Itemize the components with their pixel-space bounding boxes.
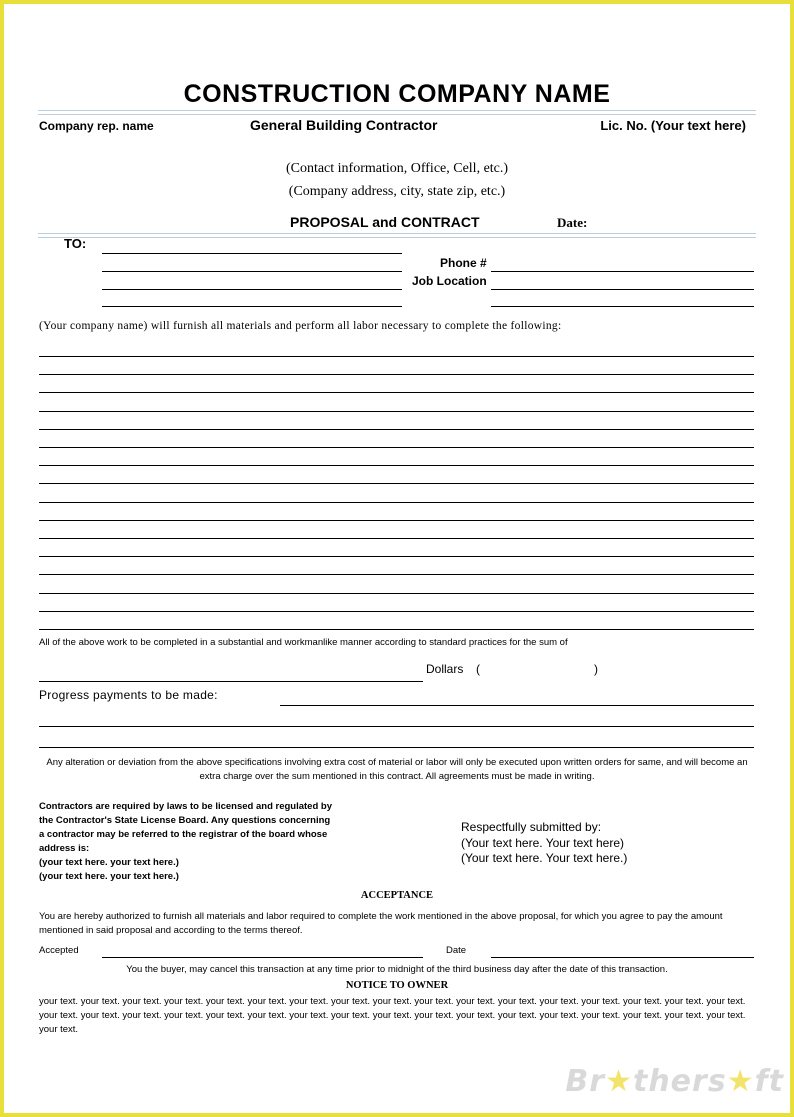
work-description-line[interactable]	[39, 483, 754, 484]
dollars-close-paren: )	[594, 662, 598, 676]
notice-text: your text. your text. your text. your text. your text. your text. your text. your text. your text. your text. your text. your text. your text. your text. your text. your text. your text. your text. your text. your text. your text. your text. your text. your text. your text. your text. your text. your text. your text. your text. your text. your text. your text. your text. your text.	[39, 996, 746, 1035]
brothersoft-watermark	[565, 1064, 784, 1099]
work-description-line[interactable]	[39, 429, 754, 430]
license-notice	[39, 800, 379, 884]
license-notice-line: Contractors are required by laws to be licensed and regulated by	[39, 801, 332, 812]
acceptance-date-line[interactable]	[491, 957, 754, 958]
watermark-text: thers	[632, 1064, 727, 1099]
work-description-line[interactable]	[39, 465, 754, 466]
furnish-statement: (Your company name) will furnish all materials and perform all labor necessary to complete the following:	[39, 320, 562, 332]
work-description-line[interactable]	[39, 556, 754, 557]
contact-info: (Contact information, Office, Cell, etc.)	[285, 161, 509, 176]
proposal-divider	[38, 233, 756, 238]
job-location-line-2[interactable]	[491, 306, 754, 307]
completion-statement: All of the above work to be completed in a substantial and workmanlike manner according to standard practices for the sum of	[39, 637, 568, 648]
work-description-line[interactable]	[39, 356, 754, 357]
company-address: (Company address, city, state zip, etc.)	[288, 184, 506, 199]
job-location-line-1[interactable]	[491, 289, 754, 290]
phone-line[interactable]	[491, 271, 754, 272]
accepted-label: Accepted	[39, 945, 79, 956]
header-divider	[38, 110, 756, 115]
work-description-line[interactable]	[39, 520, 754, 521]
star-icon: ★	[605, 1064, 633, 1099]
license-notice-line: (your text here. your text here.)	[39, 871, 179, 882]
star-icon: ★	[726, 1064, 755, 1099]
work-description-line[interactable]	[39, 629, 754, 630]
work-description-line[interactable]	[39, 538, 754, 539]
to-line-1[interactable]	[102, 253, 402, 254]
license-number: Lic. No. (Your text here)	[600, 118, 746, 133]
date-label: Date:	[557, 215, 588, 230]
acceptance-text: You are hereby authorized to furnish all materials and labor required to complete the work mentioned in the above proposal, for which you agree to pay the amount mentioned in said proposal and according to the terms thereof.	[39, 911, 723, 936]
progress-line-3[interactable]	[39, 747, 754, 748]
cancel-text: You the buyer, may cancel this transaction at any time prior to midnight of the third business day after the date of this transaction.	[126, 964, 668, 975]
submitted-by-line-1: (Your text here. Your text here)	[461, 835, 624, 850]
license-notice-line: a contractor may be referred to the registrar of the board whose	[39, 829, 328, 840]
progress-payments-label: Progress payments to be made:	[39, 688, 218, 702]
proposal-title: PROPOSAL and CONTRACT	[290, 214, 480, 230]
job-location-label: Job Location	[412, 274, 487, 288]
work-description-line[interactable]	[39, 447, 754, 448]
to-line-2[interactable]	[102, 271, 402, 272]
work-description-line[interactable]	[39, 574, 754, 575]
acceptance-date-label: Date	[446, 945, 467, 956]
sum-line[interactable]	[39, 681, 423, 682]
work-description-line[interactable]	[39, 593, 754, 594]
dollars-label: Dollars	[426, 662, 464, 676]
alteration-text: Any alteration or deviation from the above specifications involving extra cost of material or labor will only be executed upon written orders for same, and will become an extra charge over the sum mentioned in this contract. All agreements must be made in writing.	[46, 757, 748, 782]
license-notice-line: address is:	[39, 843, 90, 854]
watermark-text: Br	[565, 1064, 606, 1099]
work-description-line[interactable]	[39, 502, 754, 503]
submitted-by-block	[461, 820, 627, 867]
watermark-text: ft	[754, 1064, 784, 1099]
acceptance-title: ACCEPTANCE	[360, 890, 434, 901]
work-description-line[interactable]	[39, 411, 754, 412]
contract-form	[4, 4, 790, 1113]
work-description-line[interactable]	[39, 374, 754, 375]
accepted-signature-line[interactable]	[102, 957, 423, 958]
to-line-3[interactable]	[102, 289, 402, 290]
license-notice-line: the Contractor's State License Board. Any questions concerning	[39, 815, 331, 826]
notice-title: NOTICE TO OWNER	[345, 980, 449, 991]
to-line-4[interactable]	[102, 306, 402, 307]
progress-line-1[interactable]	[280, 705, 754, 706]
contractor-type: General Building Contractor	[250, 117, 438, 133]
to-label: TO:	[64, 236, 87, 251]
submitted-by-line-2: (Your text here. Your text here.)	[461, 851, 628, 865]
dollars-open-paren: (	[476, 662, 480, 676]
work-description-line[interactable]	[39, 611, 754, 612]
submitted-by-label: Respectfully submitted by:	[461, 820, 602, 834]
progress-line-2[interactable]	[39, 726, 754, 727]
license-notice-line: (your text here. your text here.)	[39, 857, 179, 868]
company-rep-name: Company rep. name	[39, 119, 154, 133]
phone-label: Phone #	[440, 256, 487, 270]
company-name-title: CONSTRUCTION COMPANY NAME	[183, 80, 611, 108]
work-description-line[interactable]	[39, 392, 754, 393]
